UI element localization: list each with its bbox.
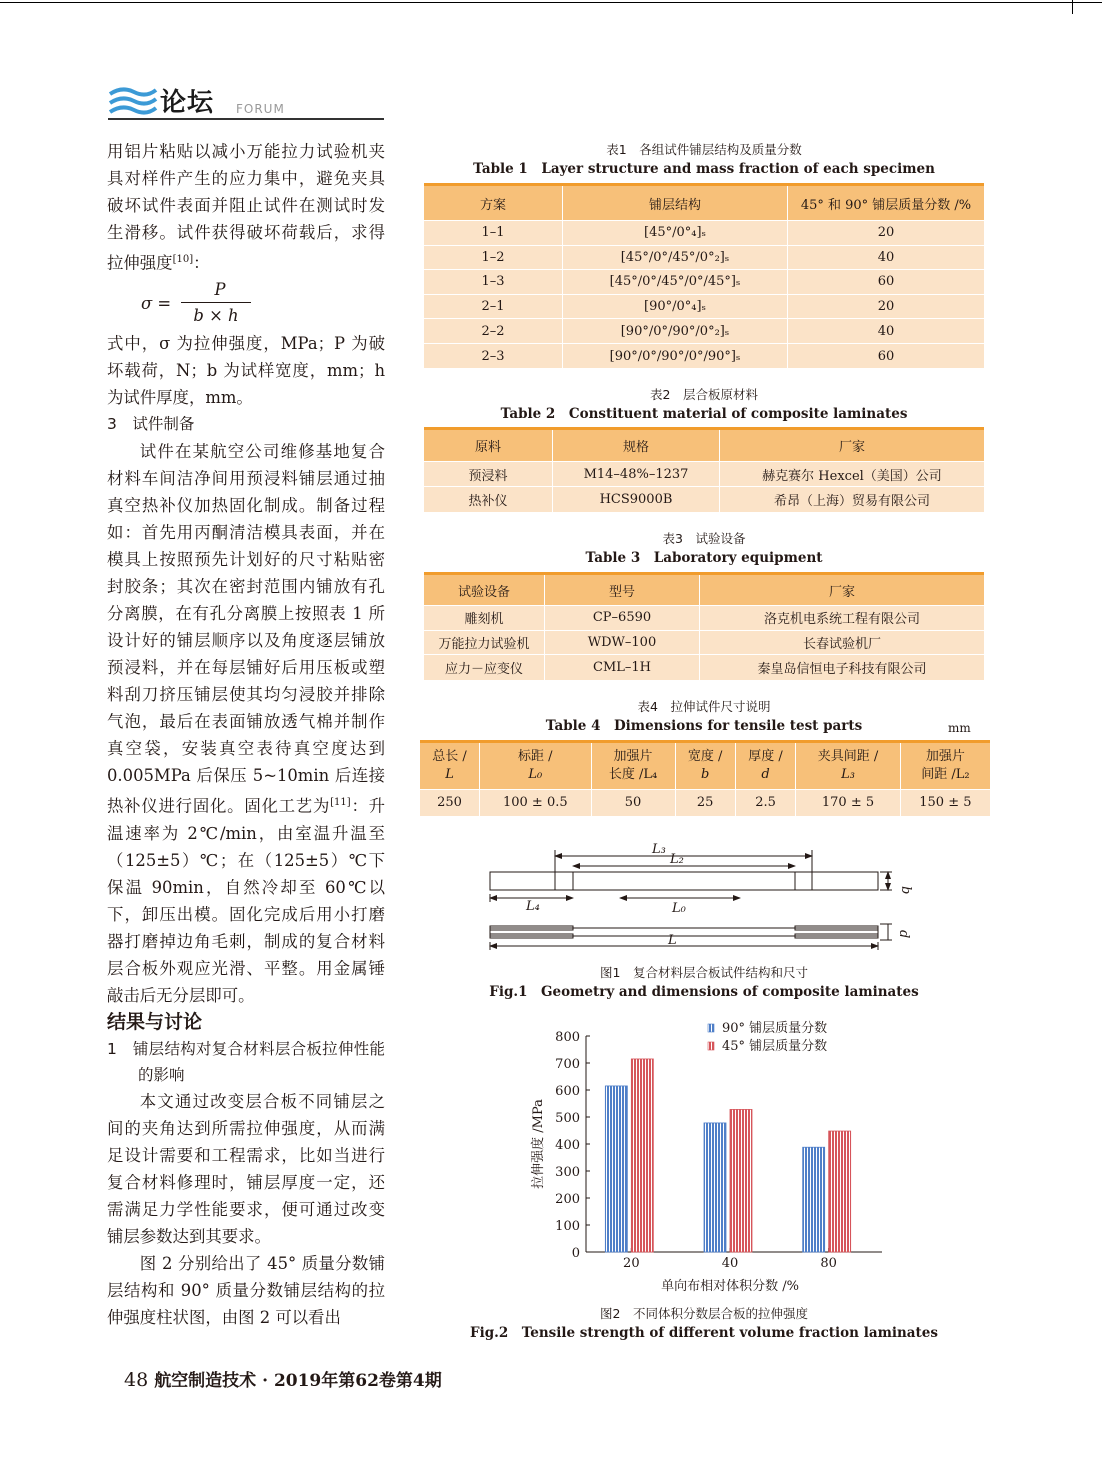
table-cell: 应力－应变仪	[424, 655, 545, 680]
bar-90-20	[605, 1086, 627, 1252]
table-cell: CML–1H	[545, 655, 700, 680]
table-row	[424, 270, 984, 295]
section-heading: 3 试件制备	[107, 415, 195, 434]
fig2-caption: 图2 不同体积分数层合板的拉伸强度 Fig.2 Tensile strength of different volume fraction laminates	[470, 1306, 938, 1341]
label-d: d	[896, 930, 911, 939]
table-cell: 2.5	[735, 790, 795, 816]
table-cell: HCS9000B	[553, 487, 720, 512]
paragraph: 本文通过改变层合板不同铺层之间的夹角达到所需拉伸强度，从而满足设计需要和工程需求，比如当进行复合材料修理时，铺层厚度一定，还需满足力学性能要求，便可通过改变铺层参数达到其要求。	[107, 1091, 385, 1246]
table-header: 加强片 间距 /L₂	[900, 742, 990, 790]
table-row	[424, 462, 984, 487]
table-header: 夹具间距 / L₃	[796, 742, 901, 790]
section-heading: 1 铺层结构对复合材料层合板拉伸性能的影响	[107, 1039, 385, 1084]
label-b: b	[898, 886, 913, 895]
table-cell: 1–2	[424, 245, 563, 270]
table-cell: 25	[675, 790, 735, 816]
table-header: 总长 / L	[420, 742, 480, 790]
table-cell: 洛克机电系统工程有限公司	[700, 606, 985, 631]
y-tick-label: 0	[571, 1246, 580, 1261]
table2	[424, 427, 984, 512]
table-cell: 赫克赛尔 Hexcel（美国）公司	[720, 462, 985, 487]
table-cell: 170 ± 5	[796, 790, 901, 816]
x-tick-label: 80	[820, 1256, 837, 1271]
table-cell: [45°/0°/45°/0°₂]ₛ	[563, 245, 788, 270]
header-rule	[108, 118, 384, 120]
left-column	[107, 138, 385, 1331]
fig2-chart	[520, 1018, 900, 1300]
table-cell: 2–3	[424, 343, 563, 368]
table-header: 原料	[424, 429, 553, 462]
paragraph: 试件在某航空公司维修基地复合材料车间洁净间用预浸料铺层通过抽真空热补仪加热固化制成。制备过程如：首先用丙酮清洁模具表面，并在模具上按照预先计划好的尺寸粘贴密封胶条；其次在密封范围内铺放有孔分离膜，在有孔分离膜上按照表 1 所设计好的铺层顺序以及角度逐层铺放预浸料，并在每层铺好后用压板或塑料刮刀挤压铺层使其均匀浸胶并排除气泡，最后在表面铺放透气棉并制作真空袋，安装真空表待真空度达到 0.005MPa 后保压 5~10min 后连接热补仪进行固化。固化工艺为[11]：升温速率为 2℃/min，由室温升温至（125±5）℃；在（125±5）℃下保温 90min，自然冷却至 60℃以下，卸压出模。固化完成后用小打磨器打磨掉边角毛刺，制成的复合材料层合板外观应光滑、平整。用金属锤敲击后无分层即可。	[107, 442, 386, 1005]
table-row	[424, 343, 984, 368]
table-header: 厂家	[700, 574, 985, 606]
table-cell: CP–6590	[545, 606, 700, 631]
table-cell: 万能拉力试验机	[424, 630, 545, 655]
table-cell: 1–3	[424, 270, 563, 295]
table-header: 宽度 / b	[675, 742, 735, 790]
paragraph: 式中，σ 为拉伸强度，MPa；P 为破坏载荷，N；b 为试样宽度，mm；h 为试件厚度，mm。	[107, 334, 385, 408]
formula: σ = P b × h	[107, 276, 385, 330]
crop-mark	[0, 2, 1102, 3]
table-cell: 100 ± 0.5	[480, 790, 592, 816]
table-cell: 1–1	[424, 221, 563, 246]
y-tick-label: 400	[555, 1138, 580, 1153]
table-cell: M14–48%–1237	[553, 462, 720, 487]
table-row	[420, 790, 990, 816]
table-cell: 60	[788, 270, 985, 295]
table-row	[424, 487, 984, 512]
table-cell: 150 ± 5	[900, 790, 990, 816]
table-header: 型号	[545, 574, 700, 606]
table-cell: 长春试验机厂	[700, 630, 985, 655]
table4-caption: 表4 拉伸试件尺寸说明 Table 4 Dimensions for tensile test parts	[545, 699, 863, 734]
label-L3: L₃	[652, 842, 666, 857]
table-cell: 60	[788, 343, 985, 368]
table1	[424, 183, 984, 368]
bar-45-80	[829, 1131, 851, 1252]
table-cell: 热补仪	[424, 487, 553, 512]
table-header: 45° 和 90° 铺层质量分数 /%	[788, 185, 985, 221]
table3-caption: 表3 试验设备 Table 3 Laboratory equipment	[585, 531, 823, 566]
x-axis-label: 单向布相对体积分数 /%	[661, 1279, 799, 1294]
x-tick-label: 20	[623, 1256, 640, 1271]
paragraph: 用铝片粘贴以减小万能拉力试验机夹具对样件产生的应力集中，避免夹具破坏试件表面并阻止试件在测试时发生滑移。试件获得破坏荷载后，求得拉伸强度[10]：	[107, 142, 385, 273]
table-cell: [90°/0°/90°/0°/90°]ₛ	[563, 343, 788, 368]
y-tick-label: 500	[555, 1111, 580, 1126]
table-header: 方案	[424, 185, 563, 221]
table-cell: 预浸料	[424, 462, 553, 487]
legend-swatch	[708, 1024, 714, 1032]
table-cell: 2–1	[424, 294, 563, 319]
y-tick-label: 600	[555, 1084, 580, 1099]
journal-name: 航空制造技术 · 2019年第62卷第4期	[154, 1371, 442, 1391]
table-cell: 雕刻机	[424, 606, 545, 631]
label-L4: L₄	[526, 899, 540, 914]
crop-mark	[1072, 0, 1073, 14]
y-tick-label: 300	[555, 1165, 580, 1180]
table-cell: 2–2	[424, 319, 563, 344]
table-row	[424, 630, 984, 655]
label-L0: L₀	[672, 901, 686, 916]
bar-90-40	[704, 1123, 726, 1252]
x-tick-label: 40	[721, 1256, 739, 1271]
page-number: 48	[124, 1369, 149, 1391]
table-cell: 40	[788, 319, 985, 344]
table4-unit: mm	[948, 721, 971, 735]
table-row	[424, 655, 984, 680]
paragraph: 图 2 分别给出了 45° 质量分数铺层结构和 90° 质量分数铺层结构的拉伸强度柱状图，由图 2 可以看出	[107, 1253, 385, 1327]
table-cell: [45°/0°/45°/0°/45°]ₛ	[563, 270, 788, 295]
table-cell: 希昂（上海）贸易有限公司	[720, 487, 985, 512]
table-header: 试验设备	[424, 574, 545, 606]
y-axis-label: 拉伸强度 /MPa	[531, 1099, 546, 1189]
page-footer	[124, 1366, 442, 1391]
table-row	[424, 221, 984, 246]
fig1-caption: 图1 复合材料层合板试件结构和尺寸 Fig.1 Geometry and dimensions of composite laminates	[489, 965, 919, 1000]
part-title: 结果与讨论	[107, 1010, 203, 1033]
section-title-en: FORUM	[236, 102, 285, 116]
table3	[424, 572, 984, 680]
y-tick-label: 800	[555, 1030, 580, 1045]
table-cell: [90°/0°/90°/0°₂]ₛ	[563, 319, 788, 344]
table-row	[424, 319, 984, 344]
fig1-diagram	[480, 836, 920, 960]
table-header: 铺层结构	[563, 185, 788, 221]
table-cell: [45°/0°₄]ₛ	[563, 221, 788, 246]
table-cell: 20	[788, 294, 985, 319]
y-tick-label: 200	[555, 1192, 580, 1207]
table-cell: 20	[788, 221, 985, 246]
table-header: 厚度 / d	[735, 742, 795, 790]
table-header: 规格	[553, 429, 720, 462]
table-cell: WDW–100	[545, 630, 700, 655]
table-cell: 秦皇岛信恒电子科技有限公司	[700, 655, 985, 680]
bar-90-80	[803, 1147, 825, 1252]
table-cell: 50	[591, 790, 675, 816]
bar-45-40	[730, 1109, 752, 1252]
legend-label: 45° 铺层质量分数	[722, 1039, 828, 1054]
table-header: 标距 / L₀	[480, 742, 592, 790]
table-header: 厂家	[720, 429, 985, 462]
table-row	[424, 294, 984, 319]
table1-caption: 表1 各组试件铺层结构及质量分数 Table 1 Layer structure and mass fraction of each specimen	[473, 142, 935, 177]
y-tick-label: 700	[555, 1057, 580, 1072]
legend-label: 90° 铺层质量分数	[722, 1021, 828, 1036]
section-title: 论坛	[160, 88, 215, 118]
legend-swatch	[708, 1042, 714, 1050]
table2-caption: 表2 层合板原材料 Table 2 Constituent material of composite laminates	[500, 387, 908, 422]
label-L: L	[668, 933, 677, 948]
table-header: 加强片 长度 /L₄	[591, 742, 675, 790]
bar-45-20	[631, 1059, 653, 1252]
table-cell: [90°/0°₄]ₛ	[563, 294, 788, 319]
y-tick-label: 100	[555, 1219, 580, 1234]
table-cell: 40	[788, 245, 985, 270]
table4	[420, 740, 990, 816]
label-L2: L₂	[670, 852, 684, 867]
table-cell: 250	[420, 790, 480, 816]
table-row	[424, 245, 984, 270]
table-row	[424, 606, 984, 631]
